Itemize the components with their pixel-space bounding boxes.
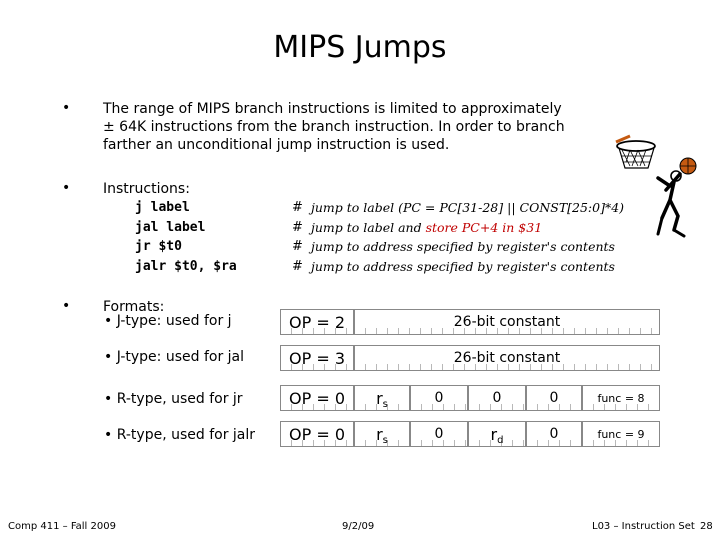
- constant-field: [354, 345, 660, 371]
- constant-value: 26-bit constant: [453, 350, 561, 366]
- rd-subscript: d: [497, 434, 504, 446]
- shamt-field: [526, 385, 582, 411]
- instruction-comments: [311, 198, 624, 276]
- comment-jal-text: jump to label and: [311, 219, 426, 235]
- op-field: [280, 421, 354, 447]
- func-field: [582, 421, 660, 447]
- op-field: [280, 345, 354, 371]
- format-label-jalr: • R-type, used for jalr: [104, 427, 256, 443]
- code-jal: jal label: [135, 219, 206, 235]
- shamt-value: 0: [549, 390, 559, 406]
- bullet-marker: •: [62, 298, 71, 314]
- shamt-field: [526, 421, 582, 447]
- hash: #: [292, 200, 303, 215]
- op-field: [280, 309, 354, 335]
- footer-page-number: 28: [700, 521, 713, 532]
- footer-course: Comp 411 – Fall 2009: [8, 521, 116, 532]
- code-jr: jr $t0: [135, 239, 182, 254]
- rt-value: 0: [434, 426, 444, 442]
- comment-jal: [311, 218, 624, 238]
- rs-value: r: [376, 388, 383, 408]
- format-label-jal: • J-type: used for jal: [104, 349, 245, 365]
- code-j: j label: [135, 200, 190, 215]
- rt-field: [410, 385, 468, 411]
- rt-field: [410, 421, 468, 447]
- func-field: [582, 385, 660, 411]
- footer-date: 9/2/09: [342, 521, 375, 532]
- op-value: OP = 0: [289, 424, 345, 444]
- intro-line-2: ± 64K instructions from the branch instruction. In order to branch: [103, 119, 565, 135]
- comment-jalr: jump to address specified by register's contents: [311, 258, 615, 274]
- rd-field: [468, 421, 526, 447]
- basketball-player-icon: [600, 130, 710, 250]
- hash: #: [292, 258, 303, 274]
- intro-line-3: farther an unconditional jump instruction is used.: [103, 137, 450, 153]
- rs-field: [354, 421, 410, 447]
- footer-lecture: L03 – Instruction Set: [592, 521, 695, 532]
- bullet-marker: •: [62, 180, 71, 196]
- rs-value: r: [376, 424, 383, 444]
- shamt-value: 0: [549, 426, 559, 442]
- op-value: OP = 2: [289, 312, 345, 332]
- constant-value: 26-bit constant: [453, 314, 561, 330]
- comment-j: jump to label (PC = PC[31-28] || CONST[25:0]*4): [311, 200, 625, 215]
- rd-value: 0: [492, 390, 502, 406]
- func-value: func = 8: [597, 391, 645, 405]
- bullet-intro-text: [103, 100, 623, 154]
- op-field: [280, 385, 354, 411]
- instructions-heading: Instructions:: [103, 181, 190, 197]
- code-jalr: jalr $t0, $ra: [135, 258, 237, 274]
- format-label-jr: • R-type, used for jr: [104, 391, 243, 407]
- hash: #: [292, 219, 303, 235]
- formats-heading: Formats:: [103, 299, 165, 315]
- rs-subscript: s: [382, 434, 388, 446]
- hash: #: [292, 239, 303, 254]
- func-value: func = 9: [597, 427, 645, 441]
- intro-line-1: The range of MIPS branch instructions is limited to approximately: [103, 101, 562, 117]
- comment-jr: jump to address specified by register's contents: [311, 239, 615, 254]
- basketball-hoop-icon: [616, 136, 655, 168]
- comment-jal-highlight: store PC+4 in $31: [425, 219, 543, 235]
- rt-value: 0: [434, 390, 444, 406]
- constant-field: [354, 309, 660, 335]
- rd-value: r: [490, 424, 498, 444]
- comment-hashes: [292, 198, 303, 276]
- instruction-codes: [135, 198, 237, 276]
- slide-title: MIPS Jumps: [273, 30, 447, 65]
- bullet-marker: •: [62, 100, 71, 116]
- op-value: OP = 0: [289, 388, 345, 408]
- op-value: OP = 3: [289, 348, 345, 368]
- format-label-j: • J-type: used for j: [104, 313, 232, 329]
- rs-field: [354, 385, 410, 411]
- rs-subscript: s: [382, 398, 388, 410]
- rd-field: [468, 385, 526, 411]
